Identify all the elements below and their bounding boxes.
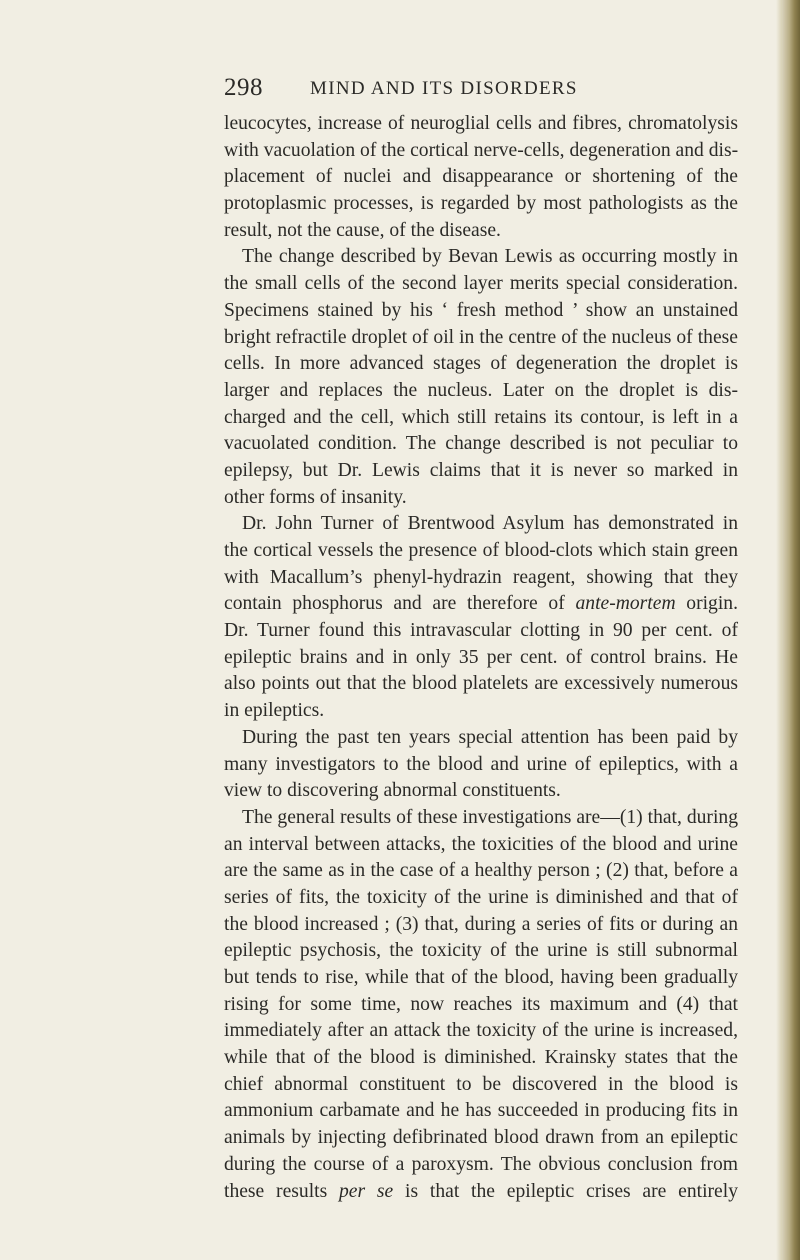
text-line: epileptic brains and in only 35 per cent. of control brains. He [224, 646, 738, 668]
page-edge [782, 0, 800, 1260]
text-line: larger and replaces the nucleus. Later on the droplet is dis- [224, 379, 738, 401]
text-line: chief abnormal constituent to be discovered in the blood is [224, 1073, 738, 1095]
text-line: other forms of insanity. [224, 486, 407, 508]
text-line: epileptic psychosis, the toxicity of the urine is still subnormal [224, 940, 738, 962]
text-line: result, not the cause, of the disease. [224, 219, 501, 241]
text-line: The change described by Bevan Lewis as occurring mostly in [242, 246, 738, 268]
text-line: Dr. Turner found this intravascular clotting in 90 per cent. of [224, 620, 738, 642]
text-line: ammonium carbamate and he has succeeded in producing fits in [224, 1100, 738, 1122]
text-line: with vacuolation of the cortical nerve-cells, degeneration and dis- [224, 139, 739, 161]
text-line [224, 591, 738, 618]
text-segment: is that the epileptic crises are entirely [393, 1180, 738, 1202]
text-line: the cortical vessels the presence of blood-clots which stain green [224, 540, 738, 561]
text-line: the blood increased ; (3) that, during a series of fits or during an [224, 913, 738, 935]
text-line: cells. In more advanced stages of degeneration the droplet is [224, 353, 738, 375]
text-line: but tends to rise, while that of the blood, having been gradually [224, 967, 738, 988]
text-line: are the same as in the case of a healthy person ; (2) that, before a [224, 860, 738, 882]
text-line: during the course of a paroxysm. The obvious conclusion from [224, 1153, 738, 1175]
text-line [224, 1179, 738, 1206]
text-line: while that of the blood is diminished. Krainsky states that the [224, 1047, 738, 1069]
text-line: charged and the cell, which still retains its contour, is left in a [224, 406, 738, 428]
text-line: epilepsy, but Dr. Lewis claims that it is never so marked in [224, 459, 738, 481]
text-line: animals by injecting defibrinated blood drawn from an epileptic [224, 1127, 738, 1149]
text-line: many investigators to the blood and urine of epileptics, with a [224, 753, 738, 775]
text-line: The general results of these investigations are—(1) that, during [242, 806, 738, 828]
text-line: with Macallum’s phenyl-hydrazin reagent, showing that they [224, 566, 738, 588]
text-line: in epileptics. [224, 700, 325, 722]
text-line: placement of nuclei and disappearance or shortening of the [224, 166, 738, 188]
text-line: protoplasmic processes, is regarded by most pathologists as the [224, 193, 738, 215]
text-line: the small cells of the second layer merits special consideration. [224, 273, 738, 295]
page-number: 298 [224, 74, 263, 101]
text-line: During the past ten years special attention has been paid by [242, 726, 738, 748]
text-line: view to discovering abnormal constituents. [224, 780, 561, 802]
text-line: also points out that the blood platelets are excessively numerous [224, 673, 738, 695]
italic-phrase: ante-mortem [575, 593, 676, 615]
text-line: immediately after an attack the toxicity of the urine is increased, [224, 1020, 738, 1042]
body-text [224, 111, 738, 1205]
italic-phrase: per se [339, 1180, 394, 1202]
text-line: bright refractile droplet of oil in the centre of the nucleus of these [224, 326, 738, 348]
text-line: Dr. John Turner of Brentwood Asylum has demonstrated in [242, 513, 738, 535]
text-line: vacuolated condition. The change described is not peculiar to [224, 433, 738, 455]
page-header [0, 74, 770, 104]
text-line: rising for some time, now reaches its maximum and (4) that [224, 993, 738, 1015]
text-line: series of fits, the toxicity of the urine is diminished and that of [224, 886, 738, 908]
text-line: Specimens stained by his ‘ fresh method ’ show an unstained [224, 299, 738, 321]
text-segment: these results [224, 1180, 339, 1202]
text-line: leucocytes, increase of neuroglial cells and fibres, chromatolysis [224, 113, 738, 134]
running-title: MIND AND ITS DISORDERS [310, 78, 578, 99]
text-segment: origin. [675, 593, 738, 615]
text-line: an interval between attacks, the toxicities of the blood and urine [224, 833, 738, 855]
text-segment: contain phosphorus and are therefore of [224, 593, 576, 615]
